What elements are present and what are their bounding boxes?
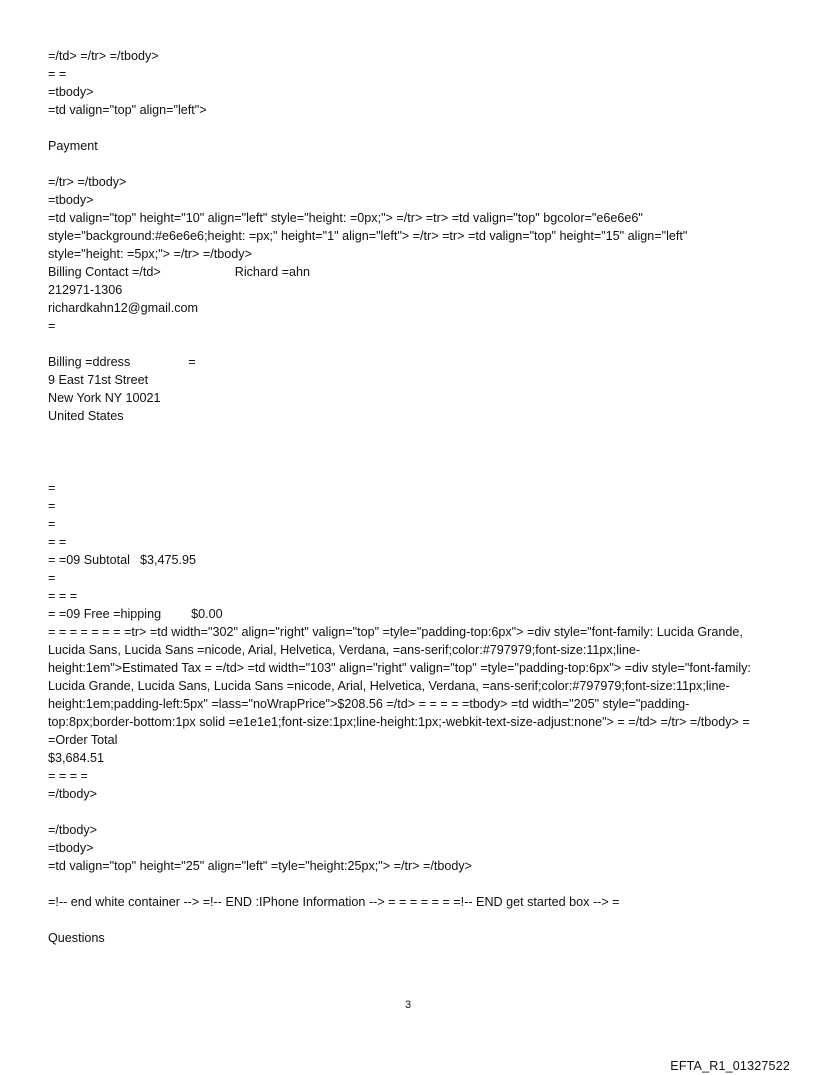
billing-address-label: Billing =ddress [48, 355, 131, 369]
subtotal-line [48, 551, 764, 569]
shipping-label: = =09 Free =hipping [48, 607, 162, 621]
text-line: = = = [48, 589, 78, 603]
text-line: =/td> =/tr> =/tbody> [48, 49, 159, 63]
text-line: = = = = [48, 769, 88, 783]
text-line: = [48, 517, 56, 531]
text-line: =td valign="top" height="10" align="left" style="height: =0px;"> =/tr> =tr> =td valign="top" bgcolor="e6e6e6" style="background:#e6e6e6;height: =px;" height="1" align="left"> =/tr> =tr> =td valign="top" height="15" align="left" style="height: =5px;"> =/tr> =/tbody> [48, 211, 691, 261]
address-city: New York NY 10021 [48, 391, 161, 405]
text-line: =td valign="top" align="left"> [48, 103, 207, 117]
subtotal-label: = =09 Subtotal [48, 553, 130, 567]
shipping-value: $0.00 [191, 607, 223, 621]
billing-address-trailer: = [188, 355, 196, 369]
text-line: = [48, 571, 56, 585]
address-country: United States [48, 409, 124, 423]
address-street: 9 East 71st Street [48, 373, 149, 387]
text-line: = [48, 481, 56, 495]
page-number: 3 [404, 999, 412, 1011]
billing-contact-line [48, 263, 764, 281]
payment-heading: Payment [48, 139, 98, 153]
text-line: =tbody> [48, 841, 94, 855]
document-body [48, 47, 764, 947]
text-line: =tbody> [48, 193, 94, 207]
billing-contact-label: Billing Contact =/td> [48, 265, 161, 279]
subtotal-value: $3,475.95 [139, 553, 196, 567]
text-line: =/tbody> [48, 787, 98, 801]
text-line: = = [48, 535, 67, 549]
text-line: =td valign="top" height="25" align="left" =tyle="height:25px;"> =/tr> =/tbody> [48, 859, 473, 873]
order-total-value: $3,684.51 [48, 751, 105, 765]
text-line: =tbody> [48, 85, 94, 99]
text-line: = = [48, 67, 67, 81]
billing-phone: 212971-1306 [48, 283, 123, 297]
billing-email: richardkahn12@gmail.com [48, 301, 198, 315]
billing-contact-name: Richard =ahn [234, 265, 310, 279]
text-line: = [48, 319, 56, 333]
html-comments-line: =!-- end white container --> =!-- END :IPhone Information --> = = = = = = =!-- END get started box --> = [48, 895, 620, 909]
bates-number: EFTA_R1_01327522 [670, 1059, 790, 1073]
text-line: = [48, 499, 56, 513]
text-line: =/tr> =/tbody> [48, 175, 127, 189]
billing-address-line [48, 353, 764, 371]
estimated-tax-block: = = = = = = = =tr> =td width="302" align="right" valign="top" =tyle="padding-top:6px"> =div style="font-family: Lucida Grande, Lucida Sans, Lucida Sans =nicode, Arial, Helvetica, Verdana, =ans-serif;color:#797979;font-size:11px;line-height:1em">Estimated Tax = =/td> =td width="103" align="right" valign="top" =tyle="padding-top:6px"> =div style="font-family: Lucida Grande, Lucida Sans, Lucida Sans =nicode, Arial, Helvetica, Verdana, =ans-serif;color:#797979;font-size:11px;line-height:1em;padding-left:5px" =lass="noWrapPrice">$208.56 =/td> = = = = =tbody> =td width="205" style="padding-top:8px;border-bottom:1px solid =e1e1e1;font-size:1px;line-height:1px;-webkit-text-size-adjust:none"> = =/td> =/tr> =/tbody> = =Order Total [48, 625, 755, 747]
text-line: =/tbody> [48, 823, 98, 837]
questions-heading: Questions [48, 931, 105, 945]
shipping-line [48, 605, 764, 623]
